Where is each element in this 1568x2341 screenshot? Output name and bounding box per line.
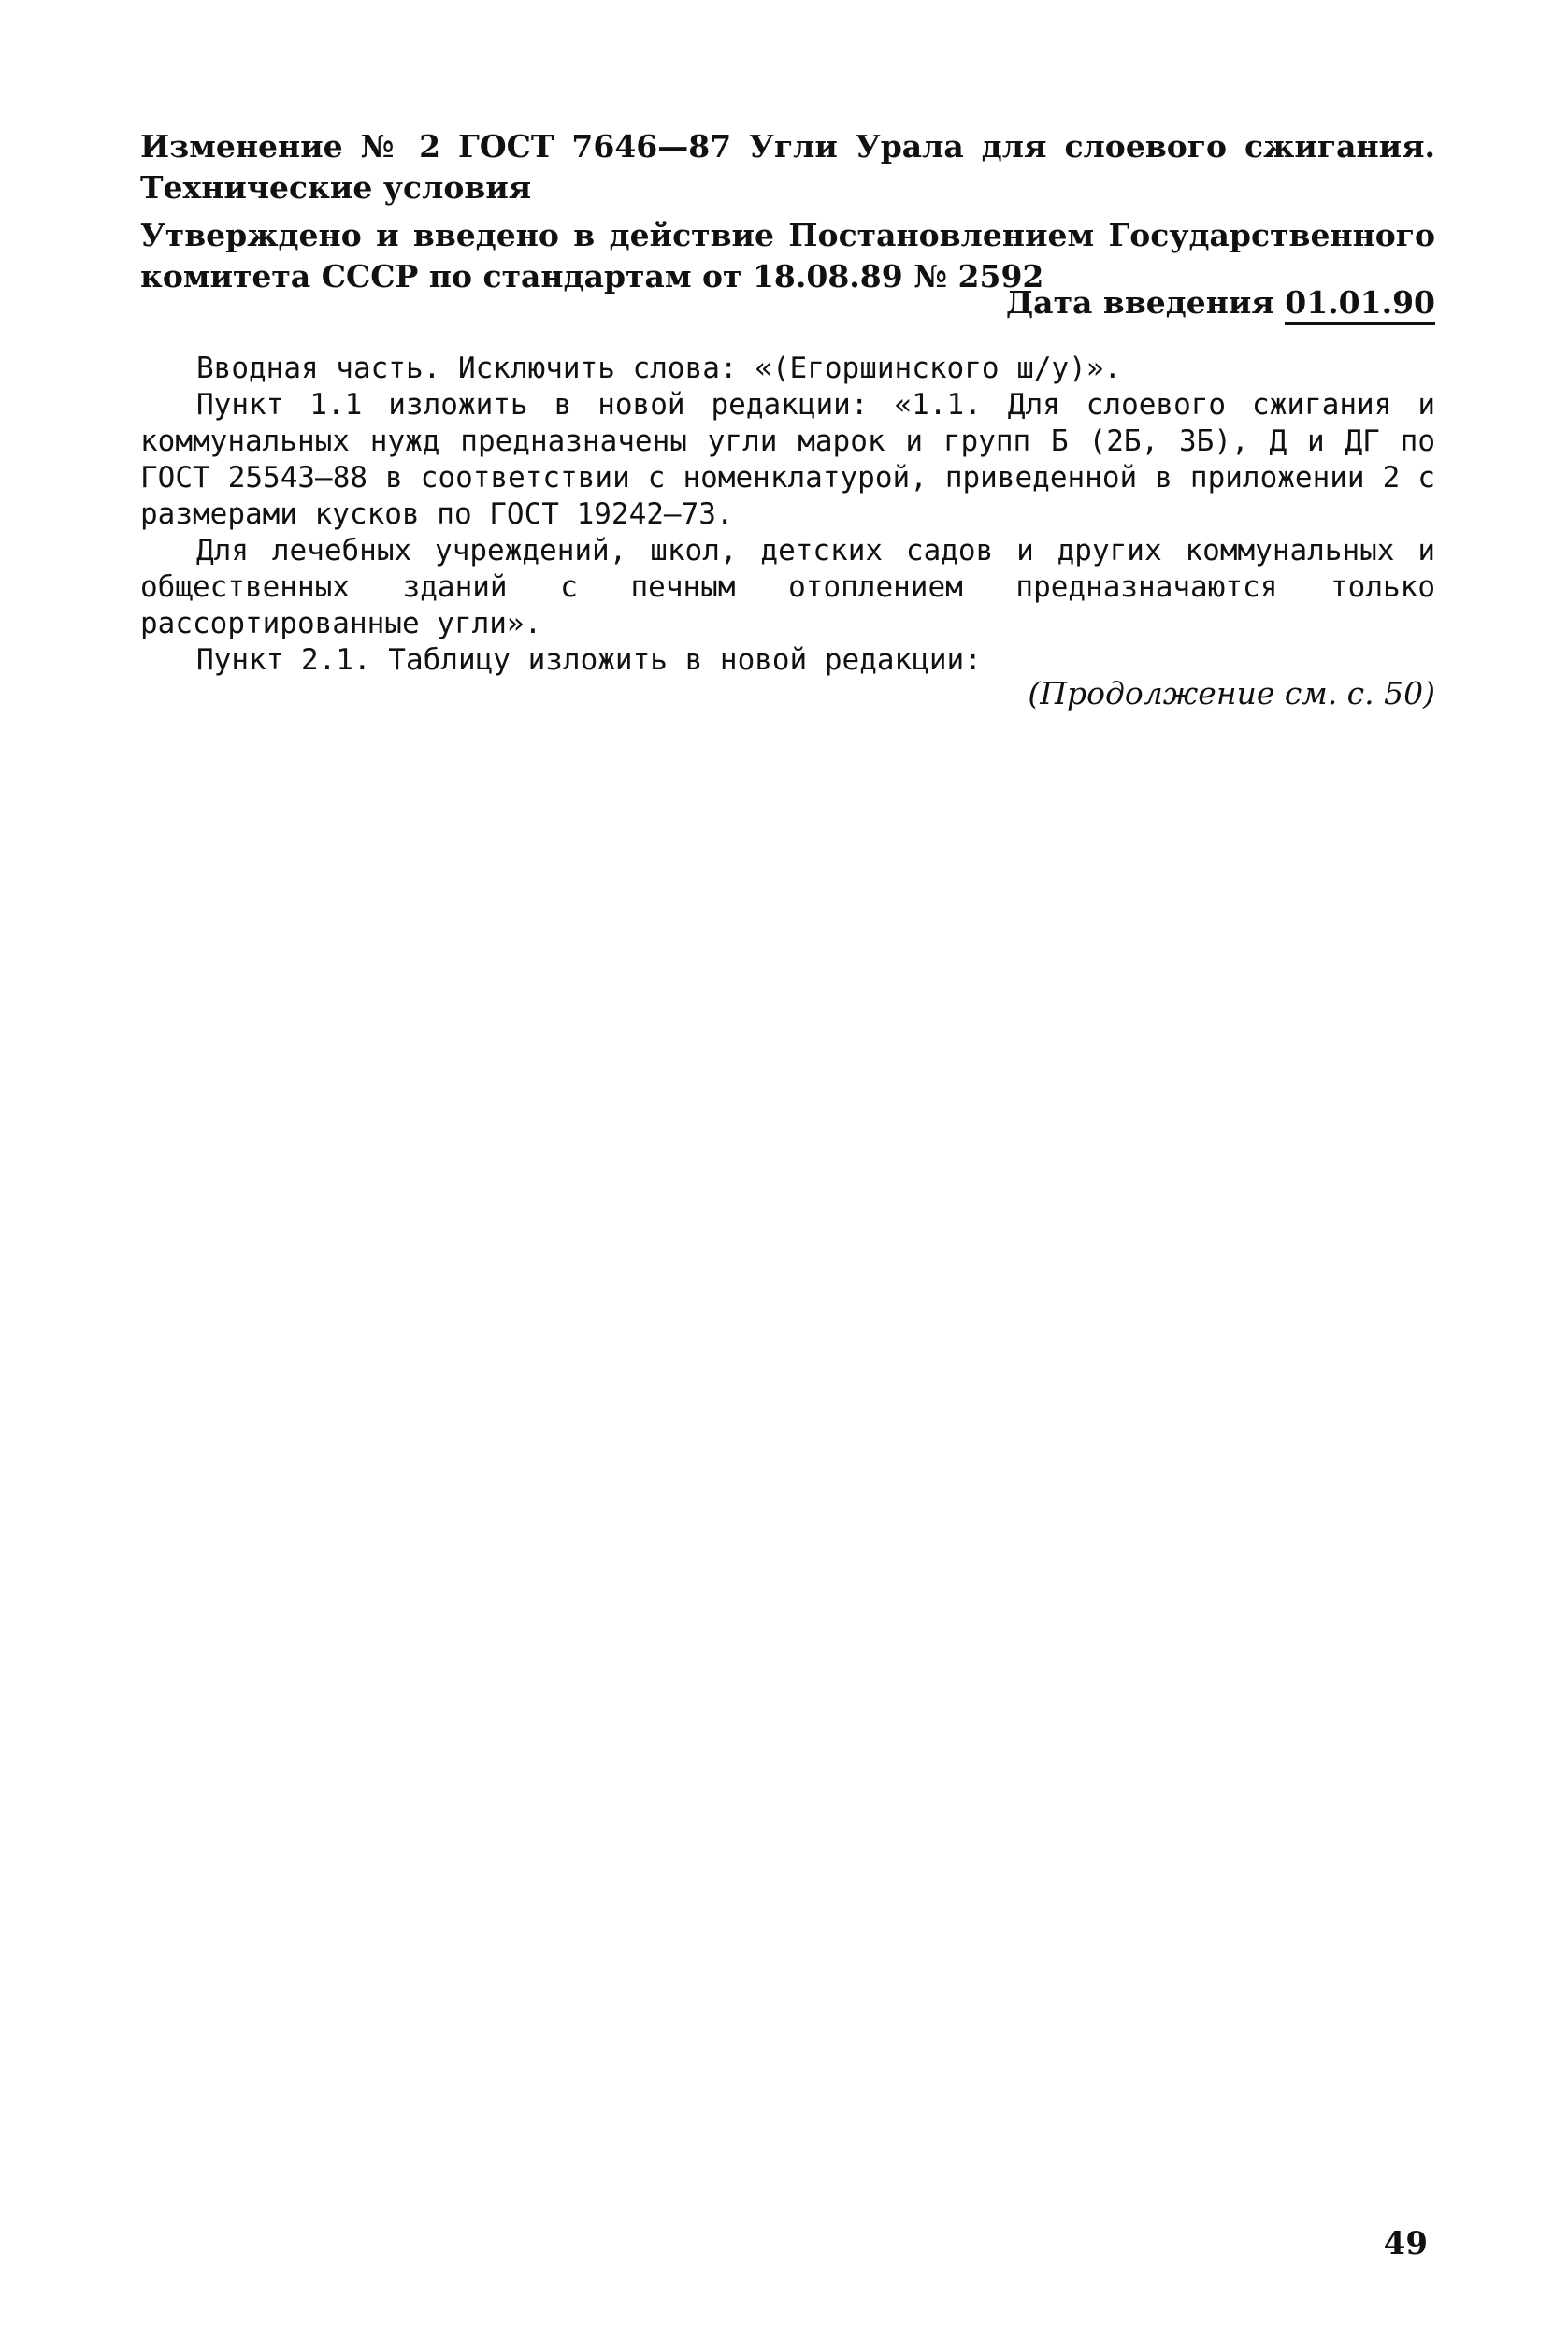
paragraph-institutions: Для лечебных учреждений, школ, детских садов и других коммунальных и общественных зданий с печным отоплением предназначаются только рассортированные угли». (140, 534, 1435, 640)
amendment-body (140, 351, 1435, 679)
document-title: Изменение № 2 ГОСТ 7646—87 Угли Урала для слоевого сжигания. Технические условия (140, 128, 1435, 206)
paragraph-item-2-1: Пункт 2.1. Таблицу изложить в новой редакции: (196, 643, 982, 677)
paragraph-intro: Вводная часть. Исключить слова: «(Егоршинского ш/у)». (196, 352, 1122, 385)
effective-date (1006, 282, 1435, 325)
page-number: 49 (1383, 2225, 1428, 2262)
effective-date-label: Дата введения (1005, 284, 1274, 321)
approval-statement: Утверждено и введено в действие Постановлением Государственного комитета СССР по стандартам от 18.08.89 № 2592 (140, 217, 1435, 294)
paragraph-item-1-1: Пункт 1.1 изложить в новой редакции: «1.1. Для слоевого сжигания и коммунальных нужд предназначены угли марок и групп Б (2Б, 3Б), Д и ДГ по ГОСТ 25543—88 в соответствии с номенклатурой, приведенной в приложении 2 с размерами кусков по ГОСТ 19242—73. (140, 388, 1435, 531)
continuation-note: (Продолжение см. с. 50) (1028, 675, 1435, 711)
effective-date-value: 01.01.90 (1285, 284, 1435, 325)
